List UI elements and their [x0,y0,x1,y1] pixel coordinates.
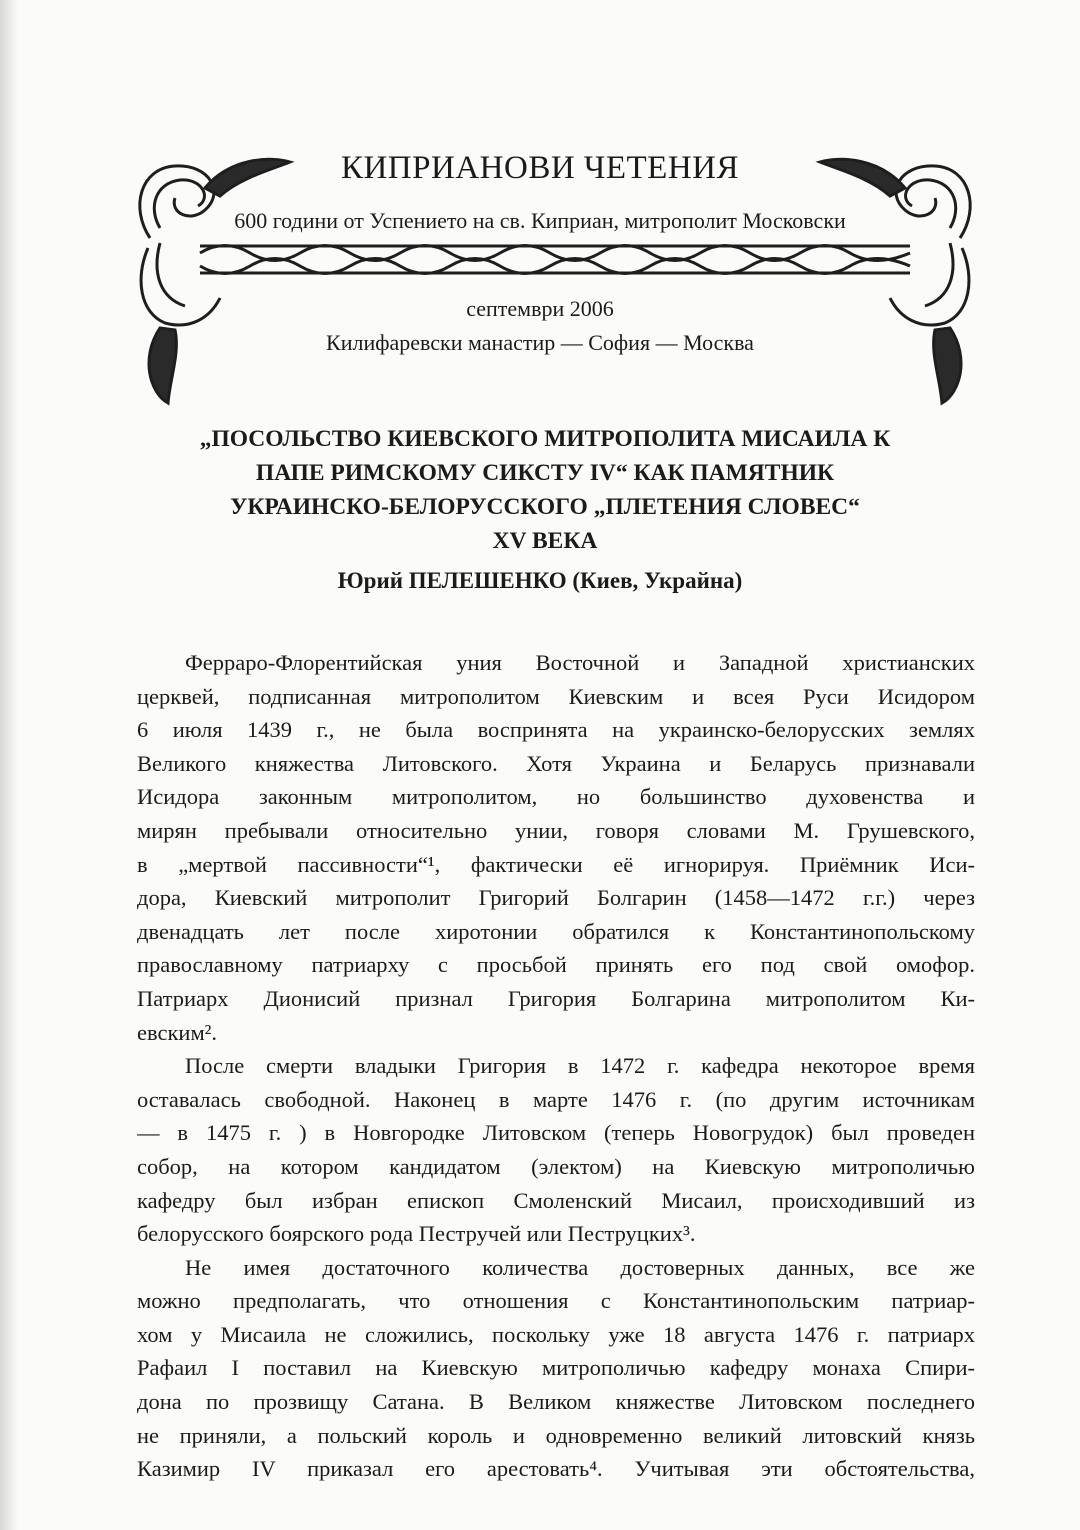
text-line: кафедру был избран епископ Смоленский Мисаил, происходивший из [137,1187,975,1213]
text-line: оставалась свободной. Наконец в марте 1476 г. (по другим источникам [137,1086,975,1112]
text-line: После смерти владыки Григория в 1472 г. кафедра некоторое время [185,1053,975,1079]
text-line: не приняли, а польский король и одновременно великий литовский князь [137,1422,975,1448]
text-line: двенадцать лет после хиротонии обратился к Константинопольскому [137,918,975,944]
article-title-line: УКРАИНСКО-БЕЛОРУССКОГО „ПЛЕТЕНИЯ СЛОВЕС“ [230,494,860,520]
article-body [137,646,975,1486]
conference-title: КИПРИАНОВИ ЧЕТЕНИЯ [340,150,740,186]
text-line: 6 июля 1439 г., не была воспринята на украинско-белорусских землях [137,717,975,743]
text-line: Рафаил I поставил на Киевскую митрополичью кафедру монаха Спири- [137,1355,975,1381]
text-line: дора, Киевский митрополит Григорий Болгарин (1458—1472 г.г.) через [137,885,975,911]
text-line: Не имея достаточного количества достоверных данных, все же [185,1254,975,1280]
conference-places: Килифаревски манастир — София — Москва [326,330,754,355]
conference-subtitle: 600 години от Успението на св. Киприан, митрополит Московски [234,208,846,233]
text-line: Казимир IV приказал его арестовать⁴. Учитывая эти обстоятельства, [137,1456,975,1482]
text-line: — в 1475 г. ) в Новгородке Литовском (теперь Новогрудок) был проведен [137,1120,975,1146]
paragraph [137,1251,975,1486]
conference-date: септември 2006 [466,296,614,321]
text-line: церквей, подписанная митрополитом Киевским и всея Руси Исидором [137,683,975,709]
paragraph [137,646,975,1049]
text-line: Патриарх Дионисий признал Григория Болгарина митрополитом Ки- [137,985,975,1011]
text-line: дона по прозвищу Сатана. В Великом княжестве Литовском последнего [137,1389,975,1415]
article-title-line: XV ВЕКА [492,528,598,554]
author-line: Юрий ПЕЛЕШЕНКО (Киев, Украйна) [337,568,743,593]
knotwork-ornament [130,148,980,408]
text-line: евским². [137,1019,218,1045]
text-line: Ферраро-Флорентийская уния Восточной и Западной христианских [185,650,975,675]
text-line: белорусского боярского рода Пестручей или Пеструцких³. [137,1221,696,1247]
article-title [120,422,970,558]
text-line: Исидора законным митрополитом, но большинство духовенства и [137,784,975,810]
article-title-line: ПАПЕ РИМСКОМУ СИКСТУ IV“ КАК ПАМЯТНИК [255,460,835,486]
paragraph [137,1049,975,1251]
article-title-line: „ПОСОЛЬСТВО КИЕВСКОГО МИТРОПОЛИТА МИСАИЛА К [199,426,891,452]
text-line: хом у Мисаила не сложились, поскольку уже 18 августа 1476 г. патриарх [137,1321,975,1347]
text-line: мирян пребывали относительно унии, говоря словами М. Грушевского, [137,817,975,843]
text-line: собор, на котором кандидатом (электом) на Киевскую митрополичью [137,1153,975,1179]
text-line: православному патриарху с просьбой принять его под свой омофор. [137,952,975,978]
text-line: Великого княжества Литовского. Хотя Украина и Беларусь признавали [137,750,975,776]
text-line: в „мертвой пассивности“¹, фактически её игнорируя. Приёмник Иси- [137,851,975,877]
text-line: можно предполагать, что отношения с Константинопольским патриар- [137,1288,975,1314]
